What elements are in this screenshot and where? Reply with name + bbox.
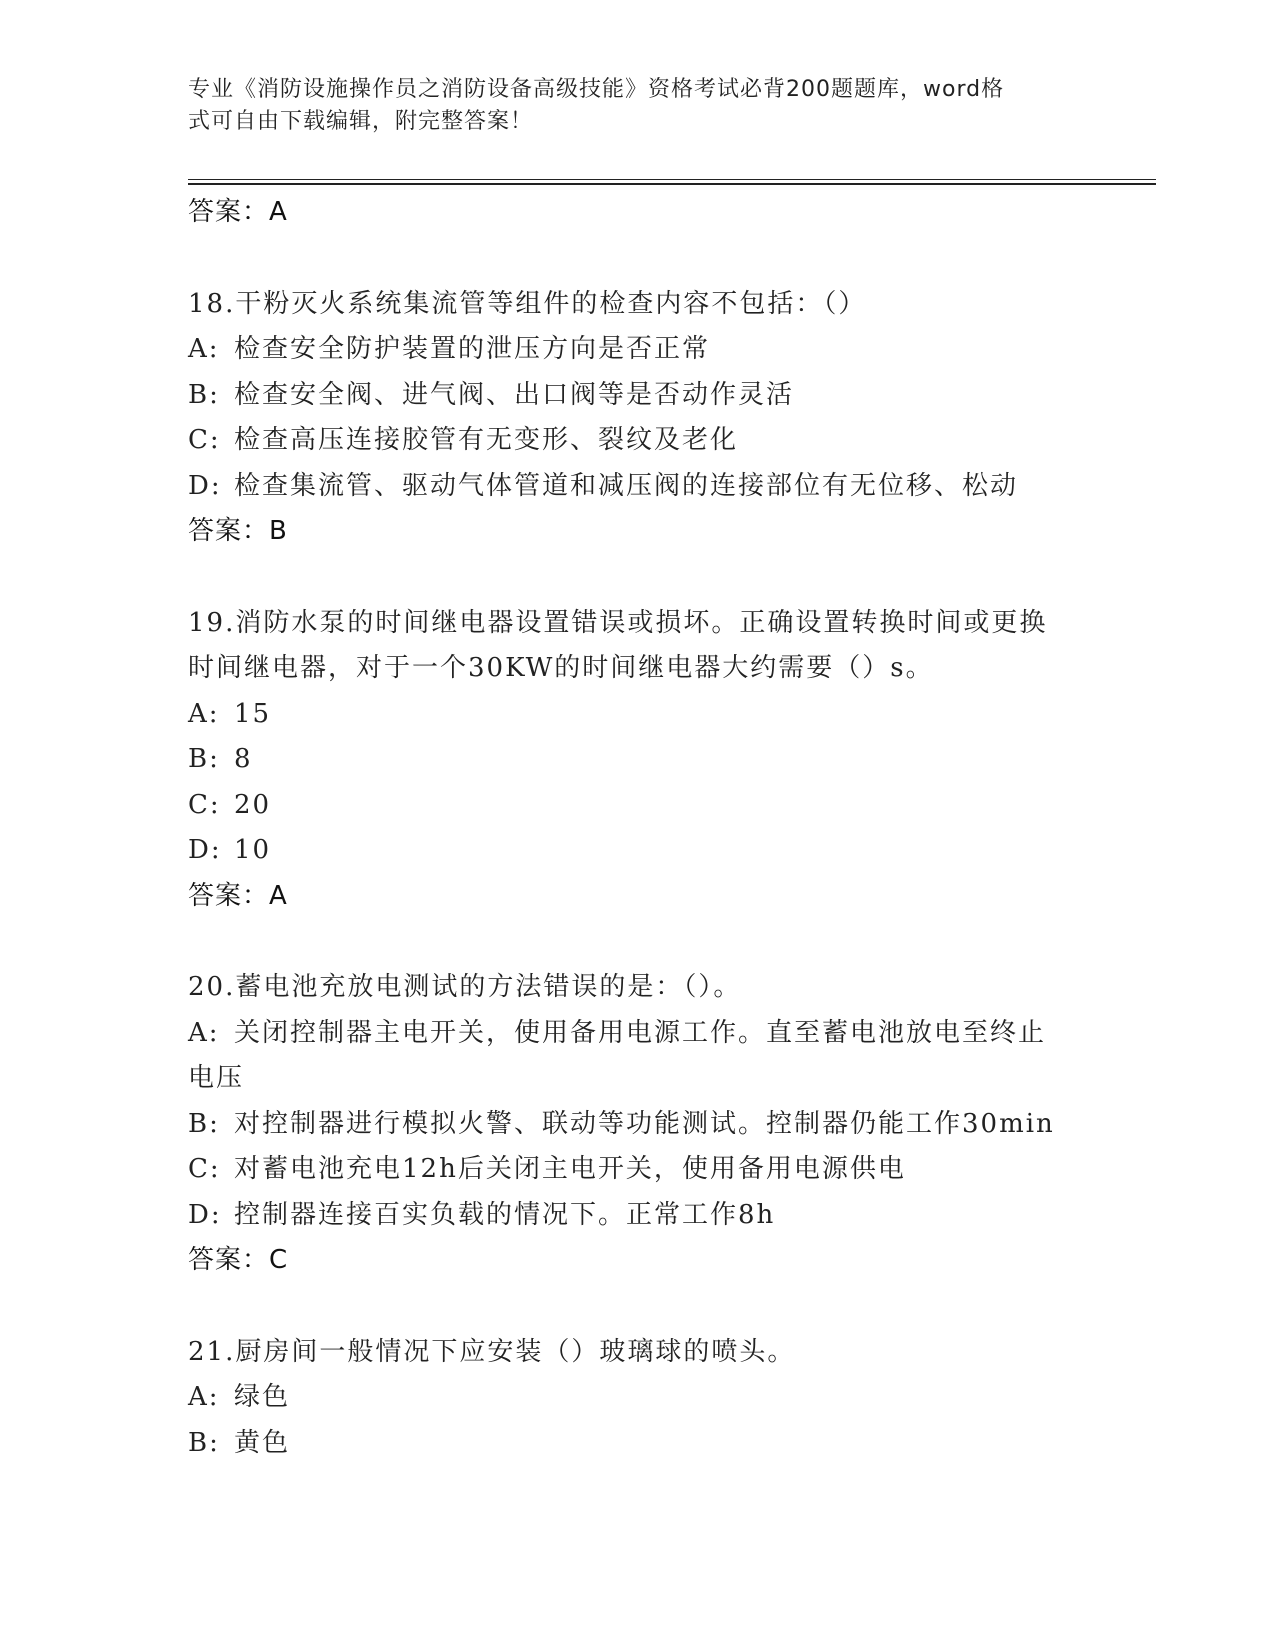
option-label: B: xyxy=(188,1108,220,1139)
header-divider-thin xyxy=(188,179,1156,180)
option-text: 15 xyxy=(234,698,272,729)
option-d xyxy=(188,828,1088,874)
option-label: D: xyxy=(188,1199,222,1230)
header-line-1: 专业《消防设施操作员之消防设备高级技能》资格考试必背200题题库，word格 xyxy=(188,77,1005,102)
spacer xyxy=(188,1284,1088,1330)
option-b xyxy=(188,1421,1088,1467)
option-label: C: xyxy=(188,1154,221,1184)
option-label: A: xyxy=(188,698,220,729)
option-text: 检查集流管、驱动气体管道和减压阀的连接部位有无位移、松动 xyxy=(234,470,1019,501)
answer-line: 答案：B xyxy=(188,516,288,546)
option-label: C: xyxy=(188,425,221,455)
answer-line: 答案：C xyxy=(188,1245,289,1275)
spacer xyxy=(188,555,1088,601)
option-text: 检查安全防护装置的泄压方向是否正常 xyxy=(234,334,711,364)
spacer xyxy=(188,919,1088,965)
question-block xyxy=(188,1330,1088,1467)
option-text: 关闭控制器主电开关，使用备用电源工作。直至蓄电池放电至终止 xyxy=(234,1017,1047,1048)
spacer xyxy=(188,236,1088,282)
question-stem: 20.蓄电池充放电测试的方法错误的是：（）。 xyxy=(188,972,742,1002)
question-block xyxy=(188,282,1088,555)
option-c xyxy=(188,418,1088,464)
option-text: 检查高压连接胶管有无变形、裂纹及老化 xyxy=(234,425,739,455)
option-label: D: xyxy=(188,835,222,865)
option-label: B: xyxy=(188,1427,220,1458)
question-block xyxy=(188,965,1088,1284)
option-b xyxy=(188,373,1088,419)
option-label: C: xyxy=(188,789,221,820)
option-text: 20 xyxy=(234,789,272,820)
option-label: B: xyxy=(188,744,220,774)
question-stem: 21.厨房间一般情况下应安装（）玻璃球的喷头。 xyxy=(188,1336,796,1367)
option-a xyxy=(188,1375,1088,1421)
question-stem: 18.干粉灭火系统集流管等组件的检查内容不包括：（） xyxy=(188,288,867,319)
option-text: 黄色 xyxy=(234,1427,291,1458)
option-label: A: xyxy=(188,334,220,364)
header-divider-thick xyxy=(188,183,1156,185)
option-label: A: xyxy=(188,1382,220,1412)
option-text: 绿色 xyxy=(234,1382,291,1412)
option-text: 8 xyxy=(234,744,253,774)
header-line-2: 式可自由下载编辑，附完整答案！ xyxy=(188,109,534,134)
option-c xyxy=(188,783,1088,829)
option-text: 对蓄电池充电12h后关闭主电开关，使用备用电源供电 xyxy=(234,1154,906,1184)
option-label: A: xyxy=(188,1017,220,1048)
option-a xyxy=(188,1011,1088,1057)
option-d xyxy=(188,464,1088,510)
option-b xyxy=(188,1102,1088,1148)
option-a xyxy=(188,327,1088,373)
answer-line: 答案：A xyxy=(188,197,288,227)
option-c xyxy=(188,1147,1088,1193)
question-stem: 19.消防水泵的时间继电器设置错误或损坏。正确设置转换时间或更换 xyxy=(188,607,1048,638)
question-block xyxy=(188,601,1088,920)
option-text: 控制器连接百实负载的情况下。正常工作8h xyxy=(234,1199,776,1230)
document-header xyxy=(188,74,1088,138)
question-list xyxy=(188,190,1088,1466)
option-text: 检查安全阀、进气阀、出口阀等是否动作灵活 xyxy=(234,379,795,410)
option-a-continued: 电压 xyxy=(188,1063,245,1093)
option-text: 对控制器进行模拟火警、联动等功能测试。控制器仍能工作30min xyxy=(234,1108,1055,1139)
question-stem-continued: 时间继电器，对于一个30KW的时间继电器大约需要（）s。 xyxy=(188,653,934,683)
answer-line: 答案：A xyxy=(188,880,288,911)
option-label: D: xyxy=(188,470,222,501)
option-label: B: xyxy=(188,379,220,410)
option-b xyxy=(188,737,1088,783)
option-text: 10 xyxy=(234,835,272,865)
option-a xyxy=(188,692,1088,738)
option-d xyxy=(188,1193,1088,1239)
